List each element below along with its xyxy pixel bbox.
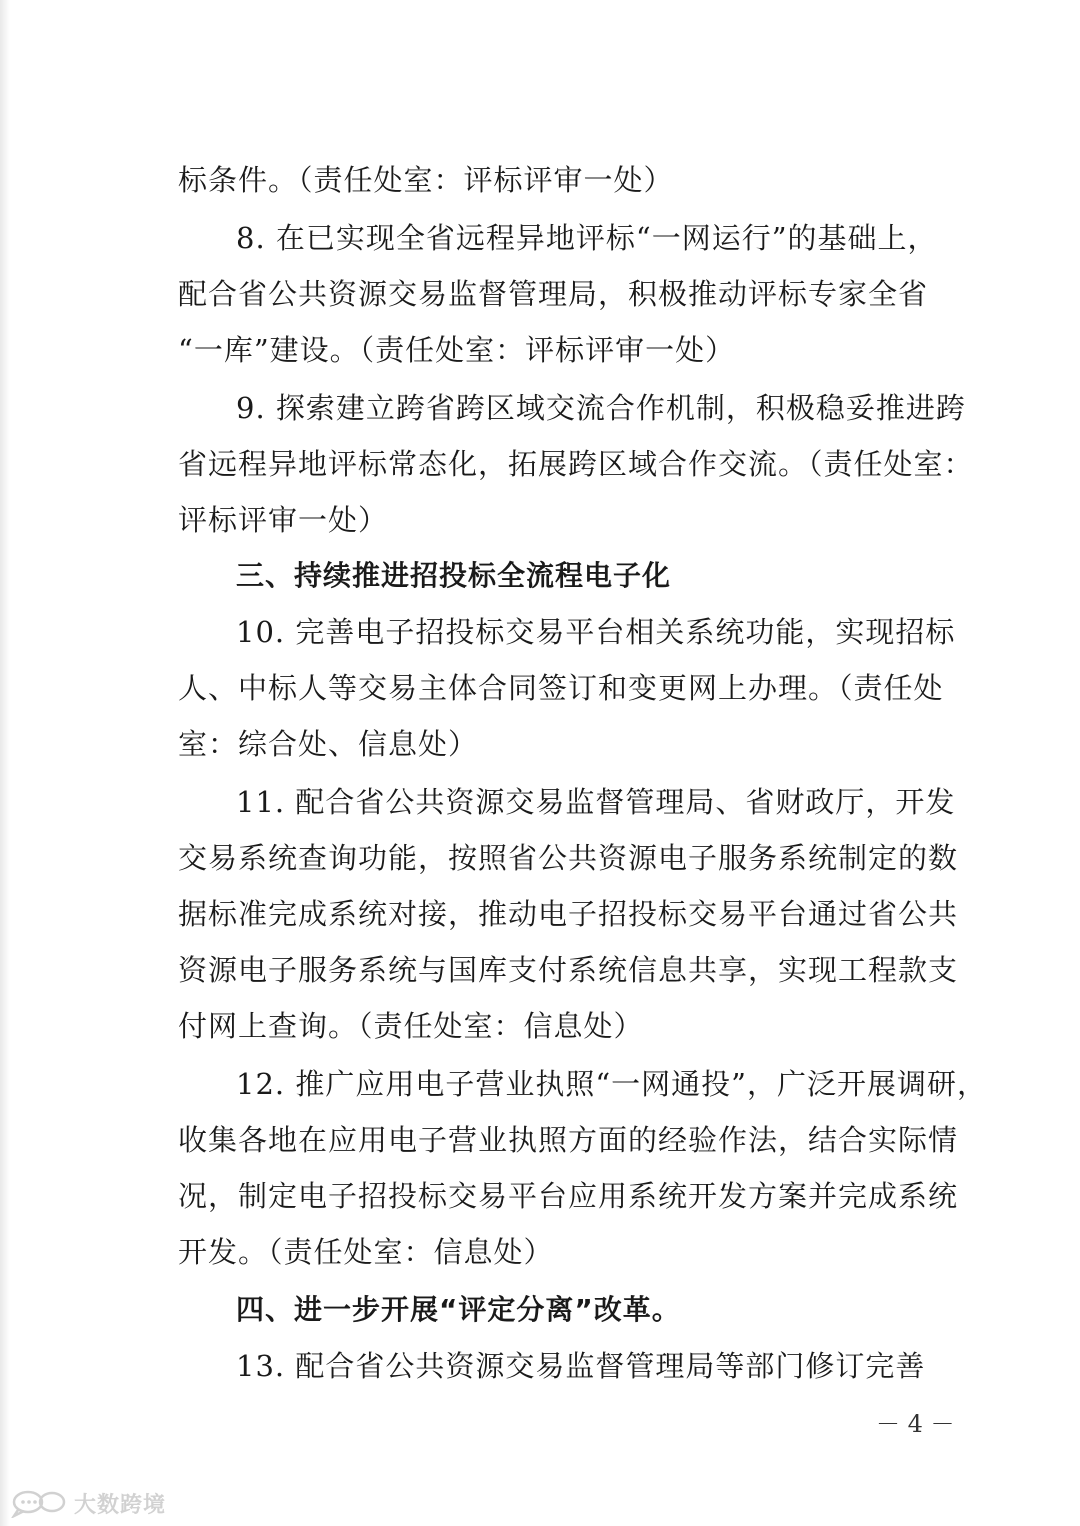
- text-line: 13. 配合省公共资源交易监督管理局等部门修订完善: [236, 1349, 926, 1383]
- text-line: 付网上查询。（责任处室：信息处）: [178, 1009, 644, 1043]
- section-heading: 三、持续推进招投标全流程电子化: [236, 559, 672, 592]
- watermark-text: 大数跨境: [74, 1492, 167, 1518]
- page-number: － 4 －: [876, 1410, 955, 1438]
- text-line: 收集各地在应用电子营业执照方面的经验作法，结合实际情: [178, 1123, 959, 1157]
- section-heading: 四、进一步开展“评定分离”改革。: [236, 1293, 681, 1326]
- text-line: 评标评审一处）: [178, 503, 389, 537]
- text-line: 标条件。（责任处室：评标评审一处）: [178, 163, 674, 197]
- chat-bubble-icon: [10, 1488, 68, 1518]
- text-line: “一库”建设。（责任处室：评标评审一处）: [178, 333, 736, 367]
- text-line: 室：综合处、信息处）: [178, 727, 479, 761]
- text-line: 9. 探索建立跨省跨区域交流合作机制，积极稳妥推进跨: [236, 391, 966, 425]
- text-line: 配合省公共资源交易监督管理局，积极推动评标专家全省: [178, 277, 929, 311]
- text-line: 10. 完善电子招投标交易平台相关系统功能，实现招标: [236, 615, 956, 649]
- page-edge-shadow: [0, 0, 10, 1526]
- text-line: 交易系统查询功能，按照省公共资源电子服务系统制定的数: [178, 841, 959, 875]
- text-line: 8. 在已实现全省远程异地评标“一网运行”的基础上，: [236, 221, 938, 255]
- text-line: 况，制定电子招投标交易平台应用系统开发方案并完成系统: [178, 1179, 959, 1213]
- text-line: 据标准完成系统对接，推动电子招投标交易平台通过省公共: [178, 897, 959, 931]
- text-line: 11. 配合省公共资源交易监督管理局、省财政厅，开发: [236, 785, 956, 819]
- watermark: [10, 1486, 166, 1520]
- text-line: 人、中标人等交易主体合同签订和变更网上办理。（责任处: [178, 671, 944, 705]
- text-line: 12. 推广应用电子营业执照“一网通投”，广泛开展调研，: [236, 1067, 987, 1101]
- text-line: 省远程异地评标常态化，拓展跨区域合作交流。（责任处室：: [178, 447, 974, 481]
- text-line: 开发。（责任处室：信息处）: [178, 1235, 554, 1269]
- text-line: 资源电子服务系统与国库支付系统信息共享，实现工程款支: [178, 953, 959, 987]
